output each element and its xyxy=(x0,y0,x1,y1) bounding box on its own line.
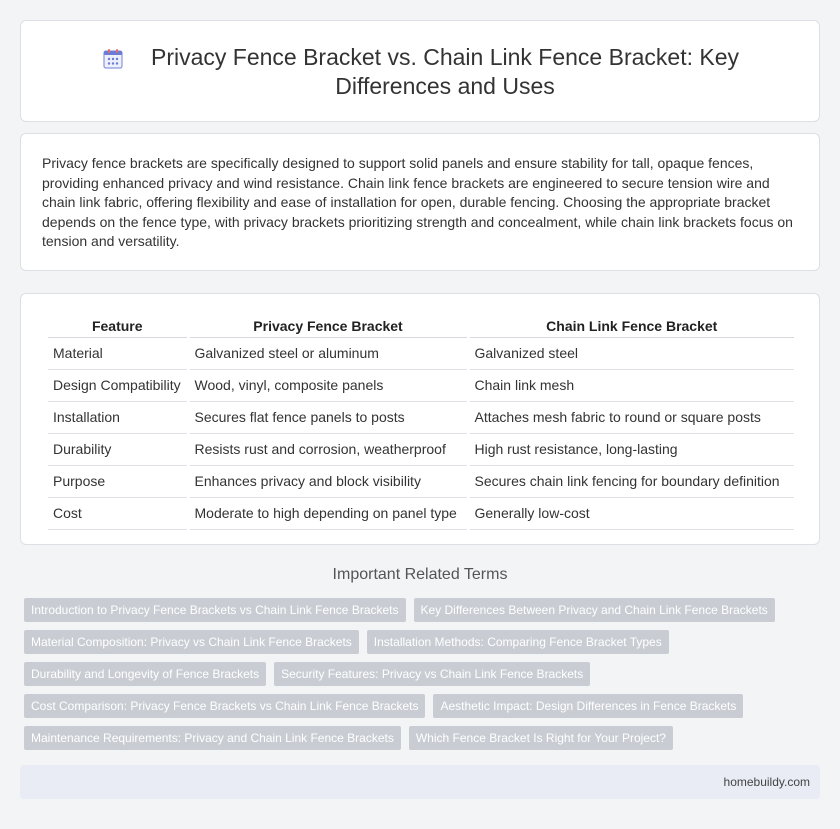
table-row xyxy=(48,370,794,402)
table-cell: Attaches mesh fabric to round or square posts xyxy=(468,402,794,434)
related-term-tag[interactable]: Aesthetic Impact: Design Differences in Fence Brackets xyxy=(433,694,743,718)
table-row xyxy=(48,498,794,530)
table-cell: Design Compatibility xyxy=(48,370,188,402)
table-cell: Installation xyxy=(48,402,188,434)
column-header-chain-link: Chain Link Fence Bracket xyxy=(468,316,794,338)
intro-card xyxy=(20,133,820,271)
related-term-tag[interactable]: Key Differences Between Privacy and Chain Link Fence Brackets xyxy=(414,598,775,622)
related-term-tag[interactable]: Security Features: Privacy vs Chain Link Fence Brackets xyxy=(274,662,590,686)
related-term-tag[interactable]: Installation Methods: Comparing Fence Bracket Types xyxy=(367,630,669,654)
table-cell: Moderate to high depending on panel type xyxy=(188,498,468,530)
tag-row xyxy=(24,726,673,750)
table-cell: Durability xyxy=(48,434,188,466)
table-cell: Wood, vinyl, composite panels xyxy=(188,370,468,402)
related-term-tag[interactable]: Introduction to Privacy Fence Brackets vs Chain Link Fence Brackets xyxy=(24,598,406,622)
table-row xyxy=(48,466,794,498)
table-cell: Purpose xyxy=(48,466,188,498)
table-row xyxy=(48,434,794,466)
footer-site-link[interactable]: homebuildy.com xyxy=(723,775,810,789)
related-term-tag[interactable]: Maintenance Requirements: Privacy and Chain Link Fence Brackets xyxy=(24,726,401,750)
intro-paragraph: Privacy fence brackets are specifically designed to support solid panels and ensure stability for tall, opaque fences, providing enhanced privacy and wind resistance. Chain link fence brackets are engineered to secure tension wire and chain link fabric, offering flexibility and ease of installation for open, durable fencing. Choosing the appropriate bracket depends on the fence type, with privacy brackets prioritizing strength and concealment, while chain link brackets focus on tension and versatility. xyxy=(42,155,793,249)
related-term-tag[interactable]: Durability and Longevity of Fence Brackets xyxy=(24,662,266,686)
footer xyxy=(20,765,820,799)
table-cell: Generally low-cost xyxy=(468,498,794,530)
comparison-table xyxy=(48,316,794,530)
table-cell: Galvanized steel or aluminum xyxy=(188,338,468,370)
tag-row xyxy=(24,694,743,718)
table-cell: Enhances privacy and block visibility xyxy=(188,466,468,498)
table-cell: Secures flat fence panels to posts xyxy=(188,402,468,434)
column-header-privacy: Privacy Fence Bracket xyxy=(188,316,468,338)
related-term-tag[interactable]: Which Fence Bracket Is Right for Your Project? xyxy=(409,726,673,750)
column-header-feature: Feature xyxy=(48,316,188,338)
tag-row xyxy=(24,630,669,654)
tag-row xyxy=(24,598,775,622)
comparison-table-card xyxy=(20,293,820,545)
table-header-row xyxy=(48,316,794,338)
table-cell: Cost xyxy=(48,498,188,530)
title-card xyxy=(20,20,820,122)
related-term-tag[interactable]: Material Composition: Privacy vs Chain Link Fence Brackets xyxy=(24,630,359,654)
page-title: Privacy Fence Bracket vs. Chain Link Fence Bracket: Key Differences and Uses xyxy=(150,44,740,99)
table-row xyxy=(48,338,794,370)
table-cell: Galvanized steel xyxy=(468,338,794,370)
table-row xyxy=(48,402,794,434)
table-cell: High rust resistance, long-lasting xyxy=(468,434,794,466)
table-cell: Chain link mesh xyxy=(468,370,794,402)
related-term-tag[interactable]: Cost Comparison: Privacy Fence Brackets vs Chain Link Fence Brackets xyxy=(24,694,425,718)
table-cell: Material xyxy=(48,338,188,370)
tag-row xyxy=(24,662,590,686)
table-cell: Secures chain link fencing for boundary definition xyxy=(468,466,794,498)
table-cell: Resists rust and corrosion, weatherproof xyxy=(188,434,468,466)
related-terms-heading: Important Related Terms xyxy=(332,566,508,583)
